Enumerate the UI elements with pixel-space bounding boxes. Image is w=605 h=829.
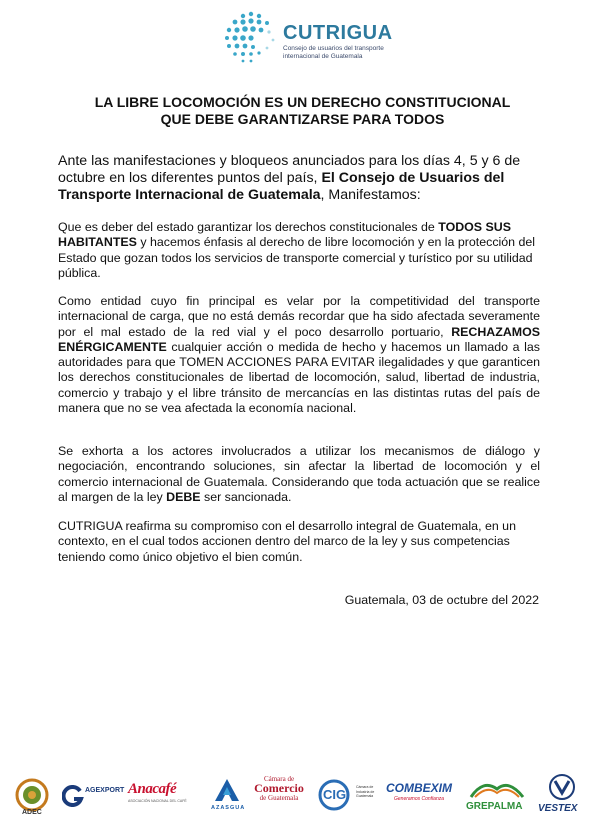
globe-dots-icon — [213, 8, 293, 68]
grepalma-logo — [466, 777, 528, 819]
vestex-logo — [534, 773, 596, 823]
anacafe-logo — [128, 781, 198, 817]
p2-c: cualquier acción o medida de hecho y hacemos un llamado a las autoridades para que TOMEN ACCIONES PARA EVITAR ilegalidades y que garanticen los derechos constitucionales de libertad de locomoción, salud, libertad de industria, comercio y trabajo y el libre tránsito de mercancías en las distintas rutas del país de manera que no se vea afectada la economía nacional. — [58, 339, 540, 416]
azasgua-label: AZASGUA — [211, 805, 246, 811]
intro-paragraph — [58, 153, 544, 204]
title-line-1: LA LIBRE LOCOMOCIÓN ES UN DERECHO CONSTITUCIONAL — [94, 94, 511, 110]
camara-line-1: Cámara de — [263, 775, 295, 783]
p1-b: TODOS SUS HABITANTES — [58, 220, 511, 250]
vestex-label: VESTEX — [538, 803, 578, 814]
agexport-g-icon — [62, 785, 84, 807]
p3-b: DEBE — [166, 489, 201, 504]
agexport-label: AGEXPORT — [85, 787, 125, 794]
p3-a: Se exhorta a los actores involucrados a utilizar los mecanismos de diálogo y negociación, encontrando soluciones, sin afectar la libertad de locomoción y el comercio internacional de Guatemala. Considerando que toda actuación que se realice al margen de la ley — [58, 444, 540, 504]
cig-logo — [318, 777, 380, 815]
grepalma-leaves-icon — [469, 777, 525, 799]
grepalma-label: GREPALMA — [466, 801, 523, 812]
intro-text-2: , Manifestamos: — [320, 187, 421, 203]
combexim-label: COMBEXIM — [386, 781, 452, 795]
paragraph-2 — [58, 294, 540, 416]
anacafe-sub: ASOCIACIÓN NACIONAL DEL CAFÉ — [128, 799, 187, 803]
document-title — [40, 94, 565, 128]
cig-sub: Cámara de Industria de Guatemala — [356, 785, 375, 798]
paragraph-1 — [58, 220, 540, 281]
vestex-emblem-icon — [548, 773, 576, 801]
brand-tagline-1: Consejo de usuarios del transporte — [283, 45, 384, 52]
combexim-sub: Generamos Confianza — [394, 796, 445, 802]
signature-date: Guatemala, 03 de octubre del 2022 — [344, 593, 539, 607]
p2-b: RECHAZAMOS ENÉRGICAMENTE — [58, 324, 540, 354]
p1-a: Que es deber del estado garantizar los derechos constitucionales de — [58, 220, 439, 234]
p4-text: CUTRIGUA reafirma su compromiso con el desarrollo integral de Guatemala, en un contexto, en el cual todos accionen dentro del marco de la ley y sus competencias teniendo como único objetivo el bien común. — [58, 519, 516, 564]
anacafe-label: Anacafé — [128, 781, 177, 797]
intro-bold: El Consejo de Usuarios del Transporte Internacional de Guatemala — [58, 170, 505, 203]
p2-a: Como entidad cuyo fin principal es velar por la competitividad del transporte internacional de carga, que no está demás recordar que ha sido afectada severamente por el mal estado de la red vial y el poco desarrollo portuario, — [58, 294, 540, 339]
partner-logos — [0, 765, 605, 829]
cig-label: CIG — [323, 787, 347, 802]
camara-line-2: Comercio — [254, 781, 304, 795]
brand-block — [283, 22, 393, 61]
brand-name: CUTRIGUA — [283, 22, 393, 44]
title-line-2: QUE DEBE GARANTIZARSE PARA TODOS — [160, 111, 445, 127]
paragraph-3 — [58, 444, 540, 505]
adec-logo — [14, 775, 50, 823]
paragraph-4 — [58, 519, 540, 565]
camara-line-3: de Guatemala — [259, 794, 299, 802]
combexim-logo — [386, 781, 460, 815]
intro-text-1: Ante las manifestaciones y bloqueos anunciados para los días 4, 5 y 6 de octubre en los diferentes puntos del país, — [58, 153, 521, 186]
camara-comercio-logo — [246, 775, 312, 819]
p3-c: ser sancionada. — [200, 489, 292, 504]
azasgua-logo — [210, 777, 244, 821]
brand-tagline-2: internacional de Guatemala — [283, 53, 363, 60]
p1-c: y hacemos énfasis al derecho de libre locomoción y en la protección del Estado que gozan todos los servicios de transporte comercial y turístico por su utilidad pública. — [58, 235, 536, 280]
azasgua-a-icon — [213, 777, 241, 803]
agexport-logo — [62, 781, 124, 817]
adec-label: ADEC — [22, 809, 42, 816]
